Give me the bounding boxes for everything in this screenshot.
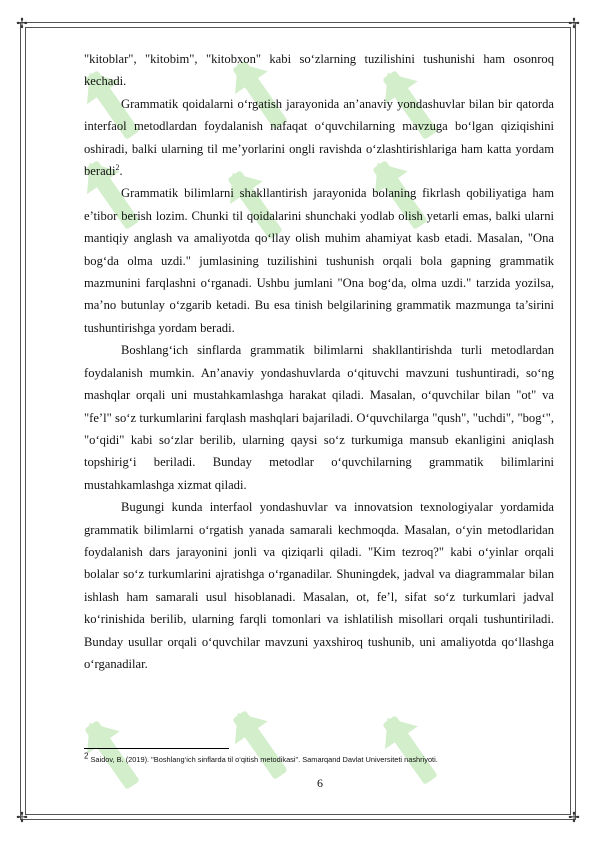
paragraph-text: Grammatik bilimlarni shakllantirish jarayonida bolaning fikrlash qobiliyatiga ham e’tibor berish lozim. Chunki til qoidalarini shunchaki yodlab olish yetarli emas, balki ularni mantiqiy anglash va amaliyotda qo‘llay olish muhim ahamiyat kasb etadi. Masalan, "Ona bog‘da olma uzdi." jumlasining tuzilishini tushunish orqali bola gapning grammatik mazmunini farqlashni o‘rganadi. Ushbu jumlani "Ona bog‘da, olma uzdi." tarzida yozilsa, ma’no butunlay o‘zgarib ketadi. Bu esa tinish belgilarining grammatik mazmunga ta’sirini tushuntirishga yordam beradi. [84,186,554,335]
paragraph-2 [84,93,554,183]
paragraph-tail: . [119,164,123,179]
corner-ornament-icon: ✢ [16,16,28,32]
footnote-separator [84,748,229,749]
page-number: 6 [317,776,323,790]
paragraph-text: Bugungi kunda interfaol yondashuvlar va innovatsion texnologiyalar yordamida grammatik bilimlarni o‘rgatish yanada samarali kechmoqda. Masalan, o‘yin metodlaridan foydalanish dars jarayonini jonli va qiziqarli qiladi. "Kim tezroq?" kabi o‘yinlar orqali bolalar so‘z turkumlarini ajratishga o‘rganadilar. Shuningdek, jadval va diagrammalar bilan ishlash ham samarali usul hisoblanadi. Masalan, ot, fe’l, sifat so‘z turkumlari jadval ko‘rinishida berilib, ularning farqli tomonlari va ishlatilish misollari orqali tushuntiriladi. Bunday usullar orqali o‘quvchilar mavzuni yaxshiroq tushunib, uni amaliyotda qo‘llashga o‘rganadilar. [84,500,554,671]
footnote-text: Saidov, B. (2019). "Boshlang‘ich sinflarda til o‘qitish metodikasi". Samarqand Davlat Universiteti nashriyoti. [88,755,438,764]
paragraph-text: Grammatik qoidalarni o‘rgatish jarayonida an’anaviy yondashuvlar bilan bir qatorda interfaol metodlardan foydalanish nafaqat o‘quvchilarning mavzuga bo‘lgan qiziqishini oshiradi, balki ularning til me’yorlarini ongli ravishda o‘zlashtirishlariga ham katta yordam beradi [84,96,554,179]
paragraph-3 [84,182,554,339]
corner-ornament-icon: ✢ [568,810,580,826]
corner-ornament-icon: ✢ [568,16,580,32]
footnote-marker: 2 [84,751,89,761]
footnote-reference[interactable]: 2 [115,162,120,172]
body-text [84,48,554,675]
footnote [84,751,554,765]
corner-ornament-icon: ✢ [16,810,28,826]
paragraph-5 [84,496,554,675]
paragraph-text: Boshlang‘ich sinflarda grammatik bilimlarni shakllantirishda turli metodlardan foydalanish mumkin. An’anaviy yondashuvlarda o‘qituvchi mavzuni tushuntiradi, so‘ng mashqlar orqali uni mustahkamlashga harakat qiladi. Masalan, o‘quvchilar bilan "ot" va "fe’l" so‘z turkumlarini farqlash mashqlari bajariladi. O‘quvchilarga "qush", "uchdi", "bog‘", "o‘qidi" kabi so‘zlar berilib, ularning qaysi so‘z turkumiga mansub ekanligini aniqlash topshirig‘i beriladi. Bunday metodlar o‘quvchilarning grammatik bilimlarini mustahkamlashga xizmat qiladi. [84,343,554,492]
paragraph-text: "kitoblar", "kitobim", "kitobxon" kabi so‘zlarning tuzilishini tushunishi ham osonroq kechadi. [84,52,554,89]
paragraph-1 [84,48,554,93]
paragraph-4 [84,339,554,496]
